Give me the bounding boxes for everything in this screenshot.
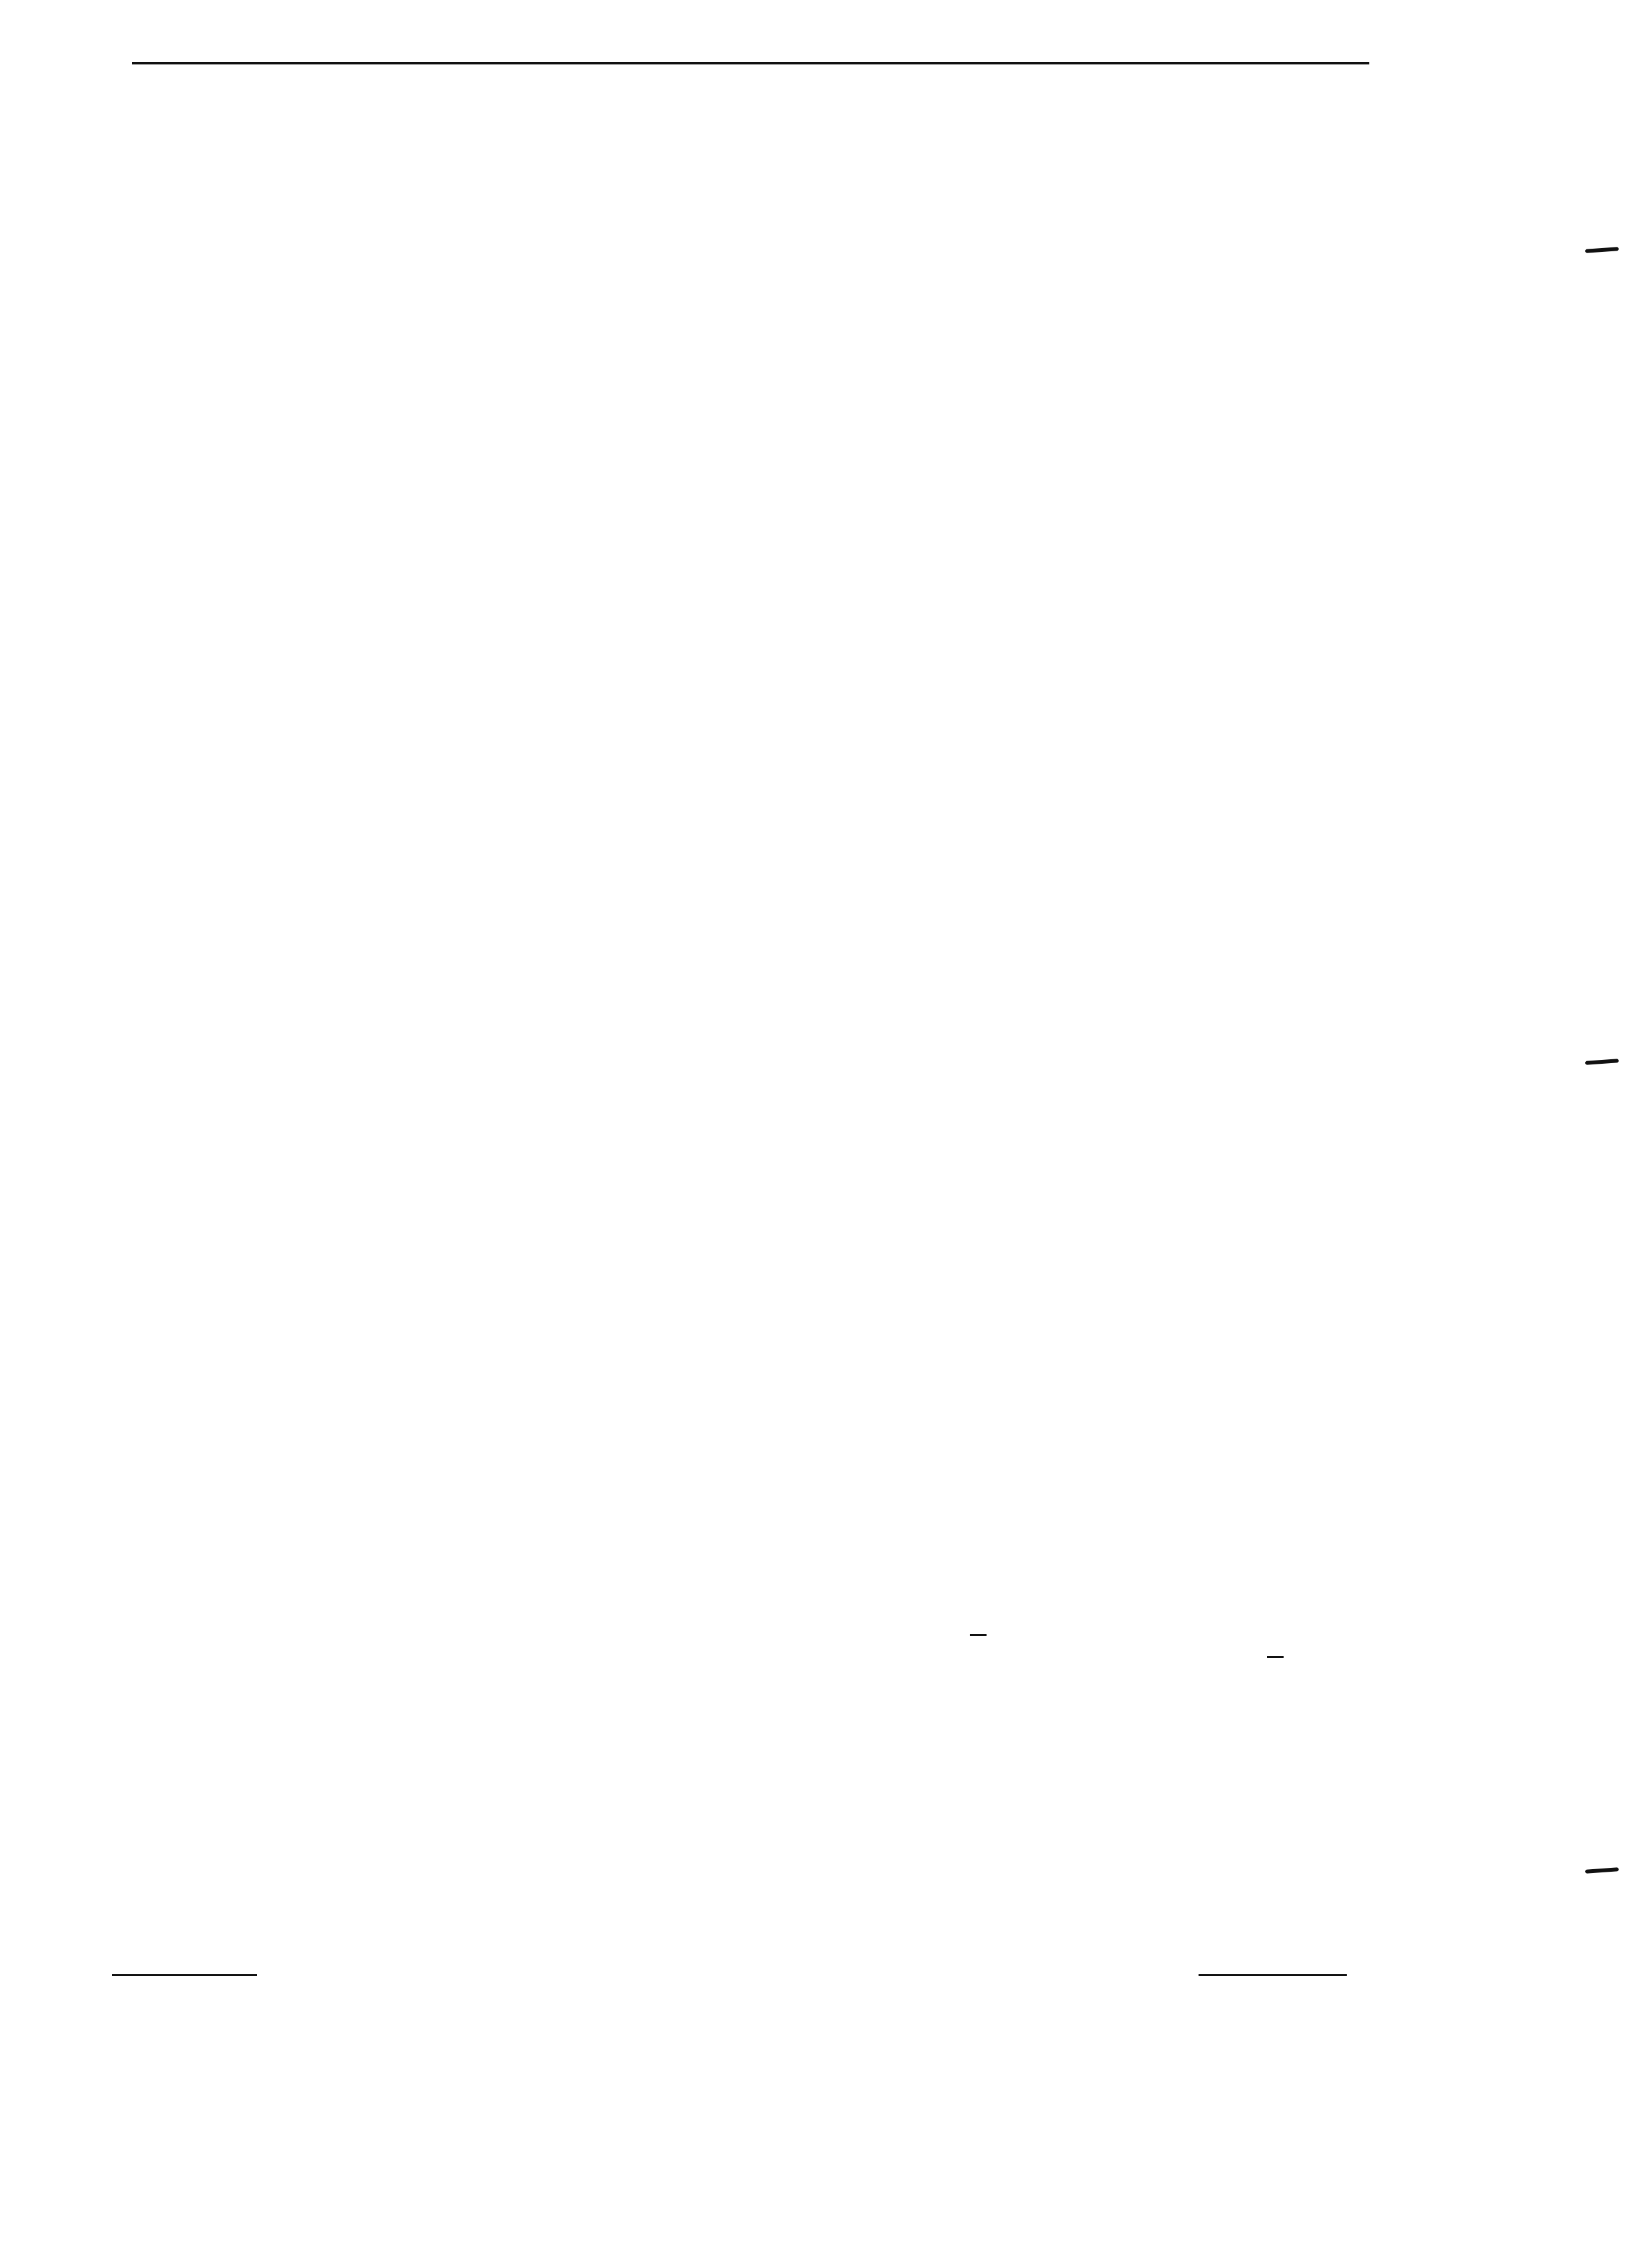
al-row-020 (970, 1634, 987, 1636)
margin-mark (1585, 1059, 1619, 1065)
footer-rule-right (1199, 1974, 1347, 1976)
footer-rule-left (112, 1974, 257, 1976)
margin-mark (1585, 247, 1619, 253)
margin-mark (1585, 1867, 1619, 1874)
top-rule (132, 62, 1369, 64)
al-row-040 (1267, 1656, 1284, 1658)
